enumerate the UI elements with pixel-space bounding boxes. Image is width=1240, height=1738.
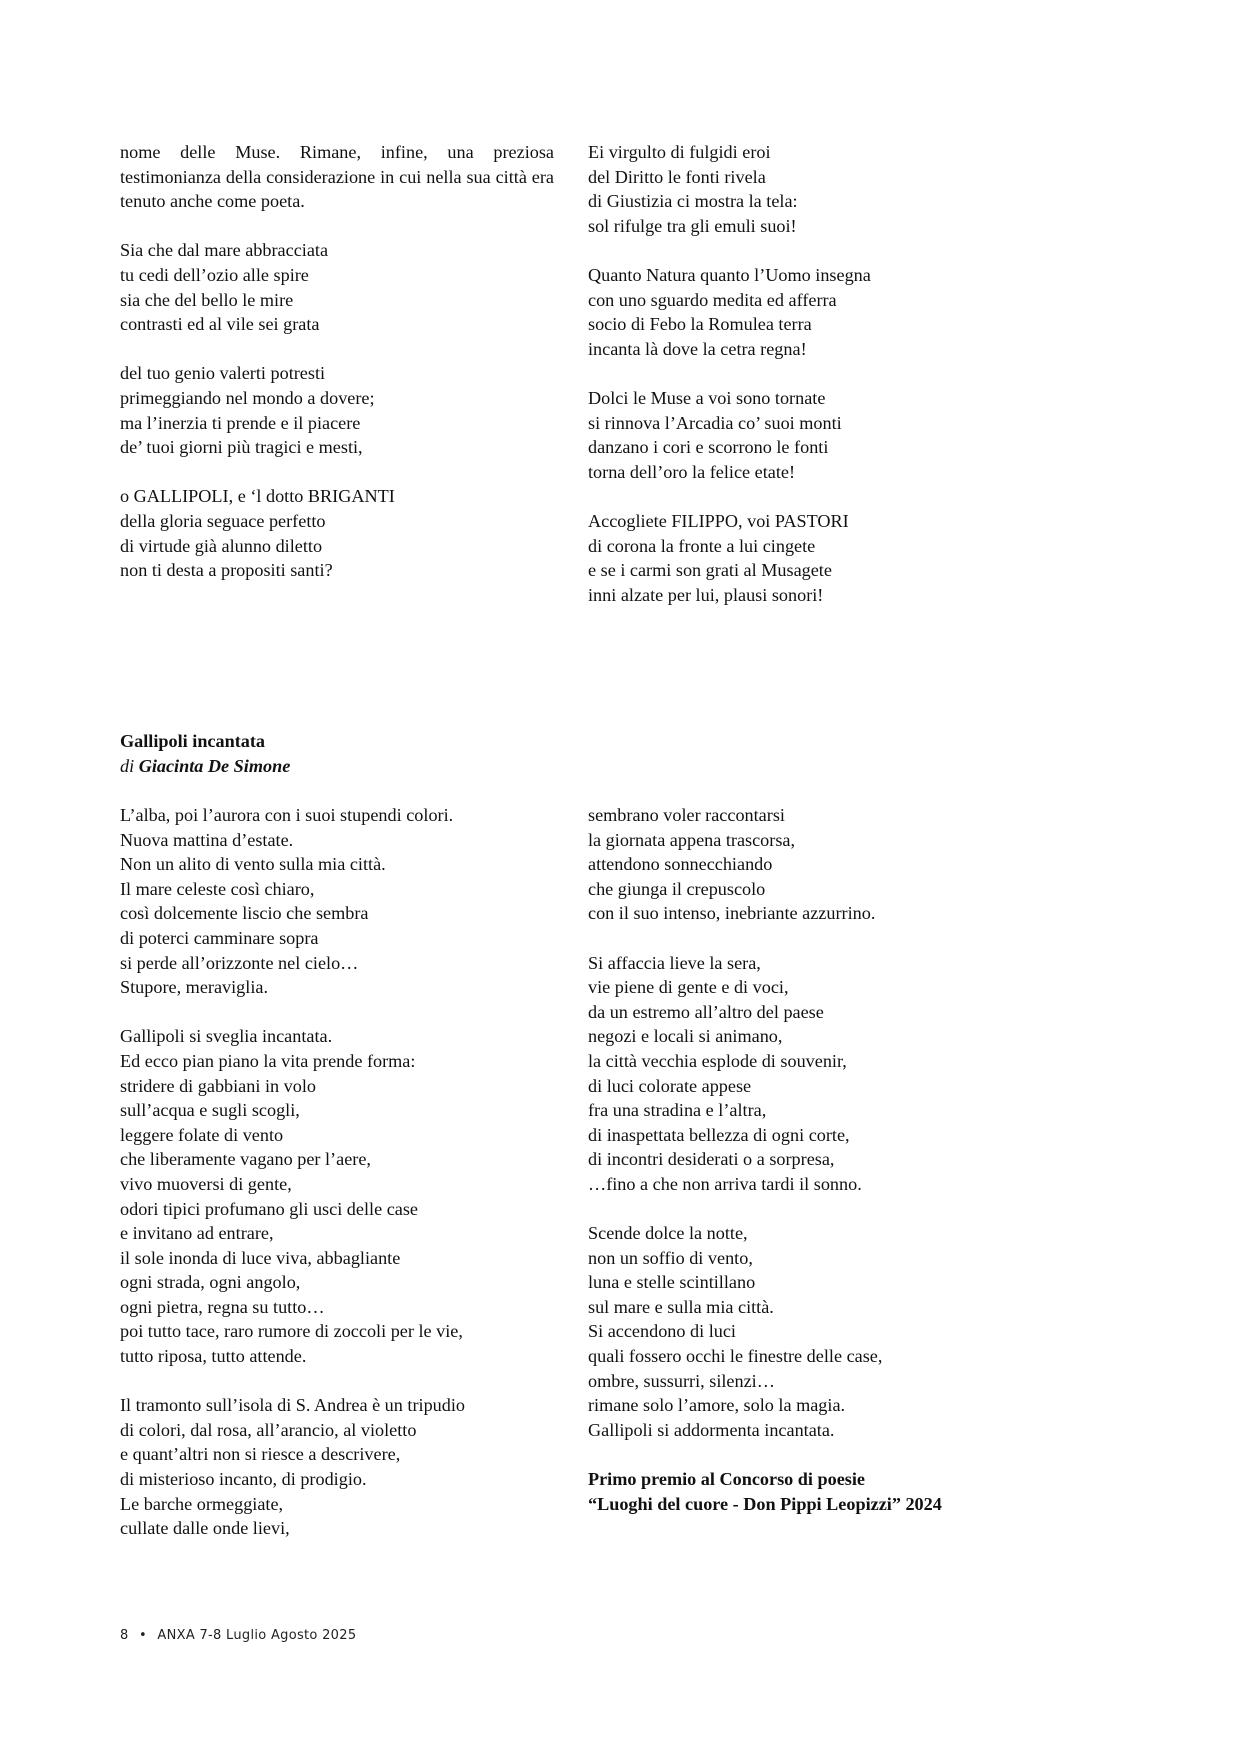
verse-line: che liberamente vagano per l’aere, <box>120 1149 371 1170</box>
page-number: 8 <box>120 1628 129 1643</box>
verse-line: di Giustizia ci mostra la tela: <box>588 191 798 212</box>
verse-line: inni alzate per lui, plausi sonori! <box>588 584 824 605</box>
stanza <box>120 484 554 582</box>
verse-line: di poterci camminare sopra <box>120 927 319 948</box>
verse-line: Nuova mattina d’estate. <box>120 829 294 850</box>
verse-line: non ti desta a propositi santi? <box>120 560 333 581</box>
stanza <box>120 238 554 336</box>
verse-line: e invitano ad entrare, <box>120 1223 274 1244</box>
verse-line: Accogliete FILIPPO, voi PASTORI <box>588 510 849 531</box>
stanza <box>120 803 554 1000</box>
verse-line: contrasti ed al vile sei grata <box>120 314 320 335</box>
verse-line: sull’acqua e sugli scogli, <box>120 1100 300 1121</box>
verse-line: torna dell’oro la felice etate! <box>588 461 796 482</box>
verse-line: e se i carmi son grati al Musagete <box>588 560 832 581</box>
page-footer <box>120 1628 356 1643</box>
stanza <box>588 509 1028 607</box>
verse-line: ma l’inerzia ti prende e il piacere <box>120 412 361 433</box>
verse-line: danzano i cori e scorrono le fonti <box>588 437 829 458</box>
bottom-right-column <box>588 803 1028 1516</box>
verse-line: luna e stelle scintillano <box>588 1272 756 1293</box>
verse-line: Si accendono di luci <box>588 1321 736 1342</box>
verse-line: Ei virgulto di fulgidi eroi <box>588 142 771 162</box>
stanza <box>588 951 1028 1197</box>
verse-line: attendono sonnecchiando <box>588 854 773 875</box>
verse-line: Gallipoli si sveglia incantata. <box>120 1026 333 1047</box>
verse-line: di corona la fronte a lui cingete <box>588 535 816 556</box>
verse-line: quali fossero occhi le finestre delle case, <box>588 1346 883 1367</box>
verse-line: socio di Febo la Romulea terra <box>588 314 812 335</box>
verse-line: così dolcemente liscio che sembra <box>120 903 369 924</box>
verse-line: fra una stradina e l’altra, <box>588 1100 767 1121</box>
verse-line: negozi e locali si animano, <box>588 1026 783 1047</box>
verse-line: di misterioso incanto, di prodigio. <box>120 1469 367 1490</box>
verse-line: ogni pietra, regna su tutto… <box>120 1296 325 1317</box>
verse-line: poi tutto tace, raro rumore di zoccoli per le vie, <box>120 1321 463 1342</box>
verse-line: …fino a che non arriva tardi il sonno. <box>588 1173 862 1194</box>
verse-line: odori tipici profumano gli usci delle case <box>120 1198 418 1219</box>
verse-line: Ed ecco pian piano la vita prende forma: <box>120 1050 416 1071</box>
verse-line: Gallipoli si addormenta incantata. <box>588 1419 835 1440</box>
verse-line: che giunga il crepuscolo <box>588 878 766 899</box>
verse-line: Il mare celeste così chiaro, <box>120 878 315 899</box>
verse-line: della gloria seguace perfetto <box>120 510 326 531</box>
prose-paragraph: nome delle Muse. Rimane, infine, una preziosa testimonianza della considerazione in cui nella sua città era tenuto anche come poeta. <box>120 142 554 212</box>
publication-info: ANXA 7-8 Luglio Agosto 2025 <box>157 1628 357 1643</box>
bottom-left-column <box>120 803 554 1541</box>
top-right-column <box>588 140 1028 607</box>
verse-line: leggere folate di vento <box>120 1124 284 1145</box>
verse-line: stridere di gabbiani in volo <box>120 1075 316 1096</box>
verse-line: sul mare e sulla mia città. <box>588 1296 774 1317</box>
verse-line: sol rifulge tra gli emuli suoi! <box>588 215 797 236</box>
verse-line: di luci colorate appese <box>588 1075 752 1096</box>
verse-line: Stupore, meraviglia. <box>120 977 268 998</box>
award-note <box>588 1467 1028 1516</box>
verse-line: si rinnova l’Arcadia co’ suoi monti <box>588 412 842 433</box>
verse-line: di virtude già alunno diletto <box>120 535 323 556</box>
award-line: Primo premio al Concorso di poesie <box>588 1469 865 1490</box>
verse-line: di incontri desiderati o a sorpresa, <box>588 1149 835 1170</box>
verse-line: si perde all’orizzonte nel cielo… <box>120 952 359 973</box>
stanza <box>120 1024 554 1368</box>
author-prefix: di <box>120 755 135 776</box>
verse-line: Non un alito di vento sulla mia città. <box>120 854 386 875</box>
stanza <box>588 803 1028 926</box>
verse-line: e quant’altri non si riesce a descrivere, <box>120 1444 401 1465</box>
stanza <box>588 386 1028 484</box>
verse-line: Quanto Natura quanto l’Uomo insegna <box>588 264 871 285</box>
verse-line: non un soffio di vento, <box>588 1247 753 1268</box>
verse-line: il sole inonda di luce viva, abbagliante <box>120 1247 401 1268</box>
stanza <box>120 361 554 459</box>
verse-line: la città vecchia esplode di souvenir, <box>588 1050 847 1071</box>
verse-line: cullate dalle onde lievi, <box>120 1518 290 1539</box>
verse-line: con uno sguardo medita ed afferra <box>588 289 837 310</box>
verse-line: tutto riposa, tutto attende. <box>120 1346 307 1367</box>
verse-line: vivo muoversi di gente, <box>120 1173 292 1194</box>
verse-line: Sia che dal mare abbracciata <box>120 240 329 261</box>
verse-line: ombre, sussurri, silenzi… <box>588 1370 775 1391</box>
footer-separator: • <box>139 1628 147 1643</box>
author-name: Giacinta De Simone <box>138 755 291 776</box>
verse-line: vie piene di gente e di voci, <box>588 977 789 998</box>
poem-author <box>120 754 290 779</box>
top-left-column <box>120 140 554 583</box>
verse-line: la giornata appena trascorsa, <box>588 829 796 850</box>
verse-line: da un estremo all’altro del paese <box>588 1001 824 1022</box>
verse-line: ogni strada, ogni angolo, <box>120 1272 301 1293</box>
verse-line: rimane solo l’amore, solo la magia. <box>588 1395 846 1416</box>
verse-line: Scende dolce la notte, <box>588 1223 748 1244</box>
verse-line: del Diritto le fonti rivela <box>588 166 766 187</box>
poem-heading <box>120 729 290 778</box>
verse-line: Si affaccia lieve la sera, <box>588 952 761 973</box>
verse-line: tu cedi dell’ozio alle spire <box>120 264 309 285</box>
poem-title: Gallipoli incantata <box>120 731 266 751</box>
verse-line: di inaspettata bellezza di ogni corte, <box>588 1124 850 1145</box>
verse-line: Le barche ormeggiate, <box>120 1493 284 1514</box>
verse-line: con il suo intenso, inebriante azzurrino. <box>588 903 876 924</box>
verse-line: Dolci le Muse a voi sono tornate <box>588 387 826 408</box>
verse-line: del tuo genio valerti potresti <box>120 363 326 384</box>
stanza <box>120 1393 554 1541</box>
verse-line: sia che del bello le mire <box>120 289 294 310</box>
stanza <box>588 263 1028 361</box>
verse-line: incanta là dove la cetra regna! <box>588 338 807 359</box>
verse-line: di colori, dal rosa, all’arancio, al violetto <box>120 1419 417 1440</box>
award-line: “Luoghi del cuore - Don Pippi Leopizzi” 2024 <box>588 1493 942 1514</box>
verse-line: primeggiando nel mondo a dovere; <box>120 387 375 408</box>
verse-line: de’ tuoi giorni più tragici e mesti, <box>120 437 363 458</box>
verse-line: sembrano voler raccontarsi <box>588 805 785 825</box>
verse-line: Il tramonto sull’isola di S. Andrea è un tripudio <box>120 1395 466 1416</box>
stanza <box>588 1221 1028 1442</box>
verse-line: o GALLIPOLI, e ‘l dotto BRIGANTI <box>120 486 395 507</box>
stanza <box>588 140 1028 238</box>
verse-line: L’alba, poi l’aurora con i suoi stupendi colori. <box>120 805 454 825</box>
